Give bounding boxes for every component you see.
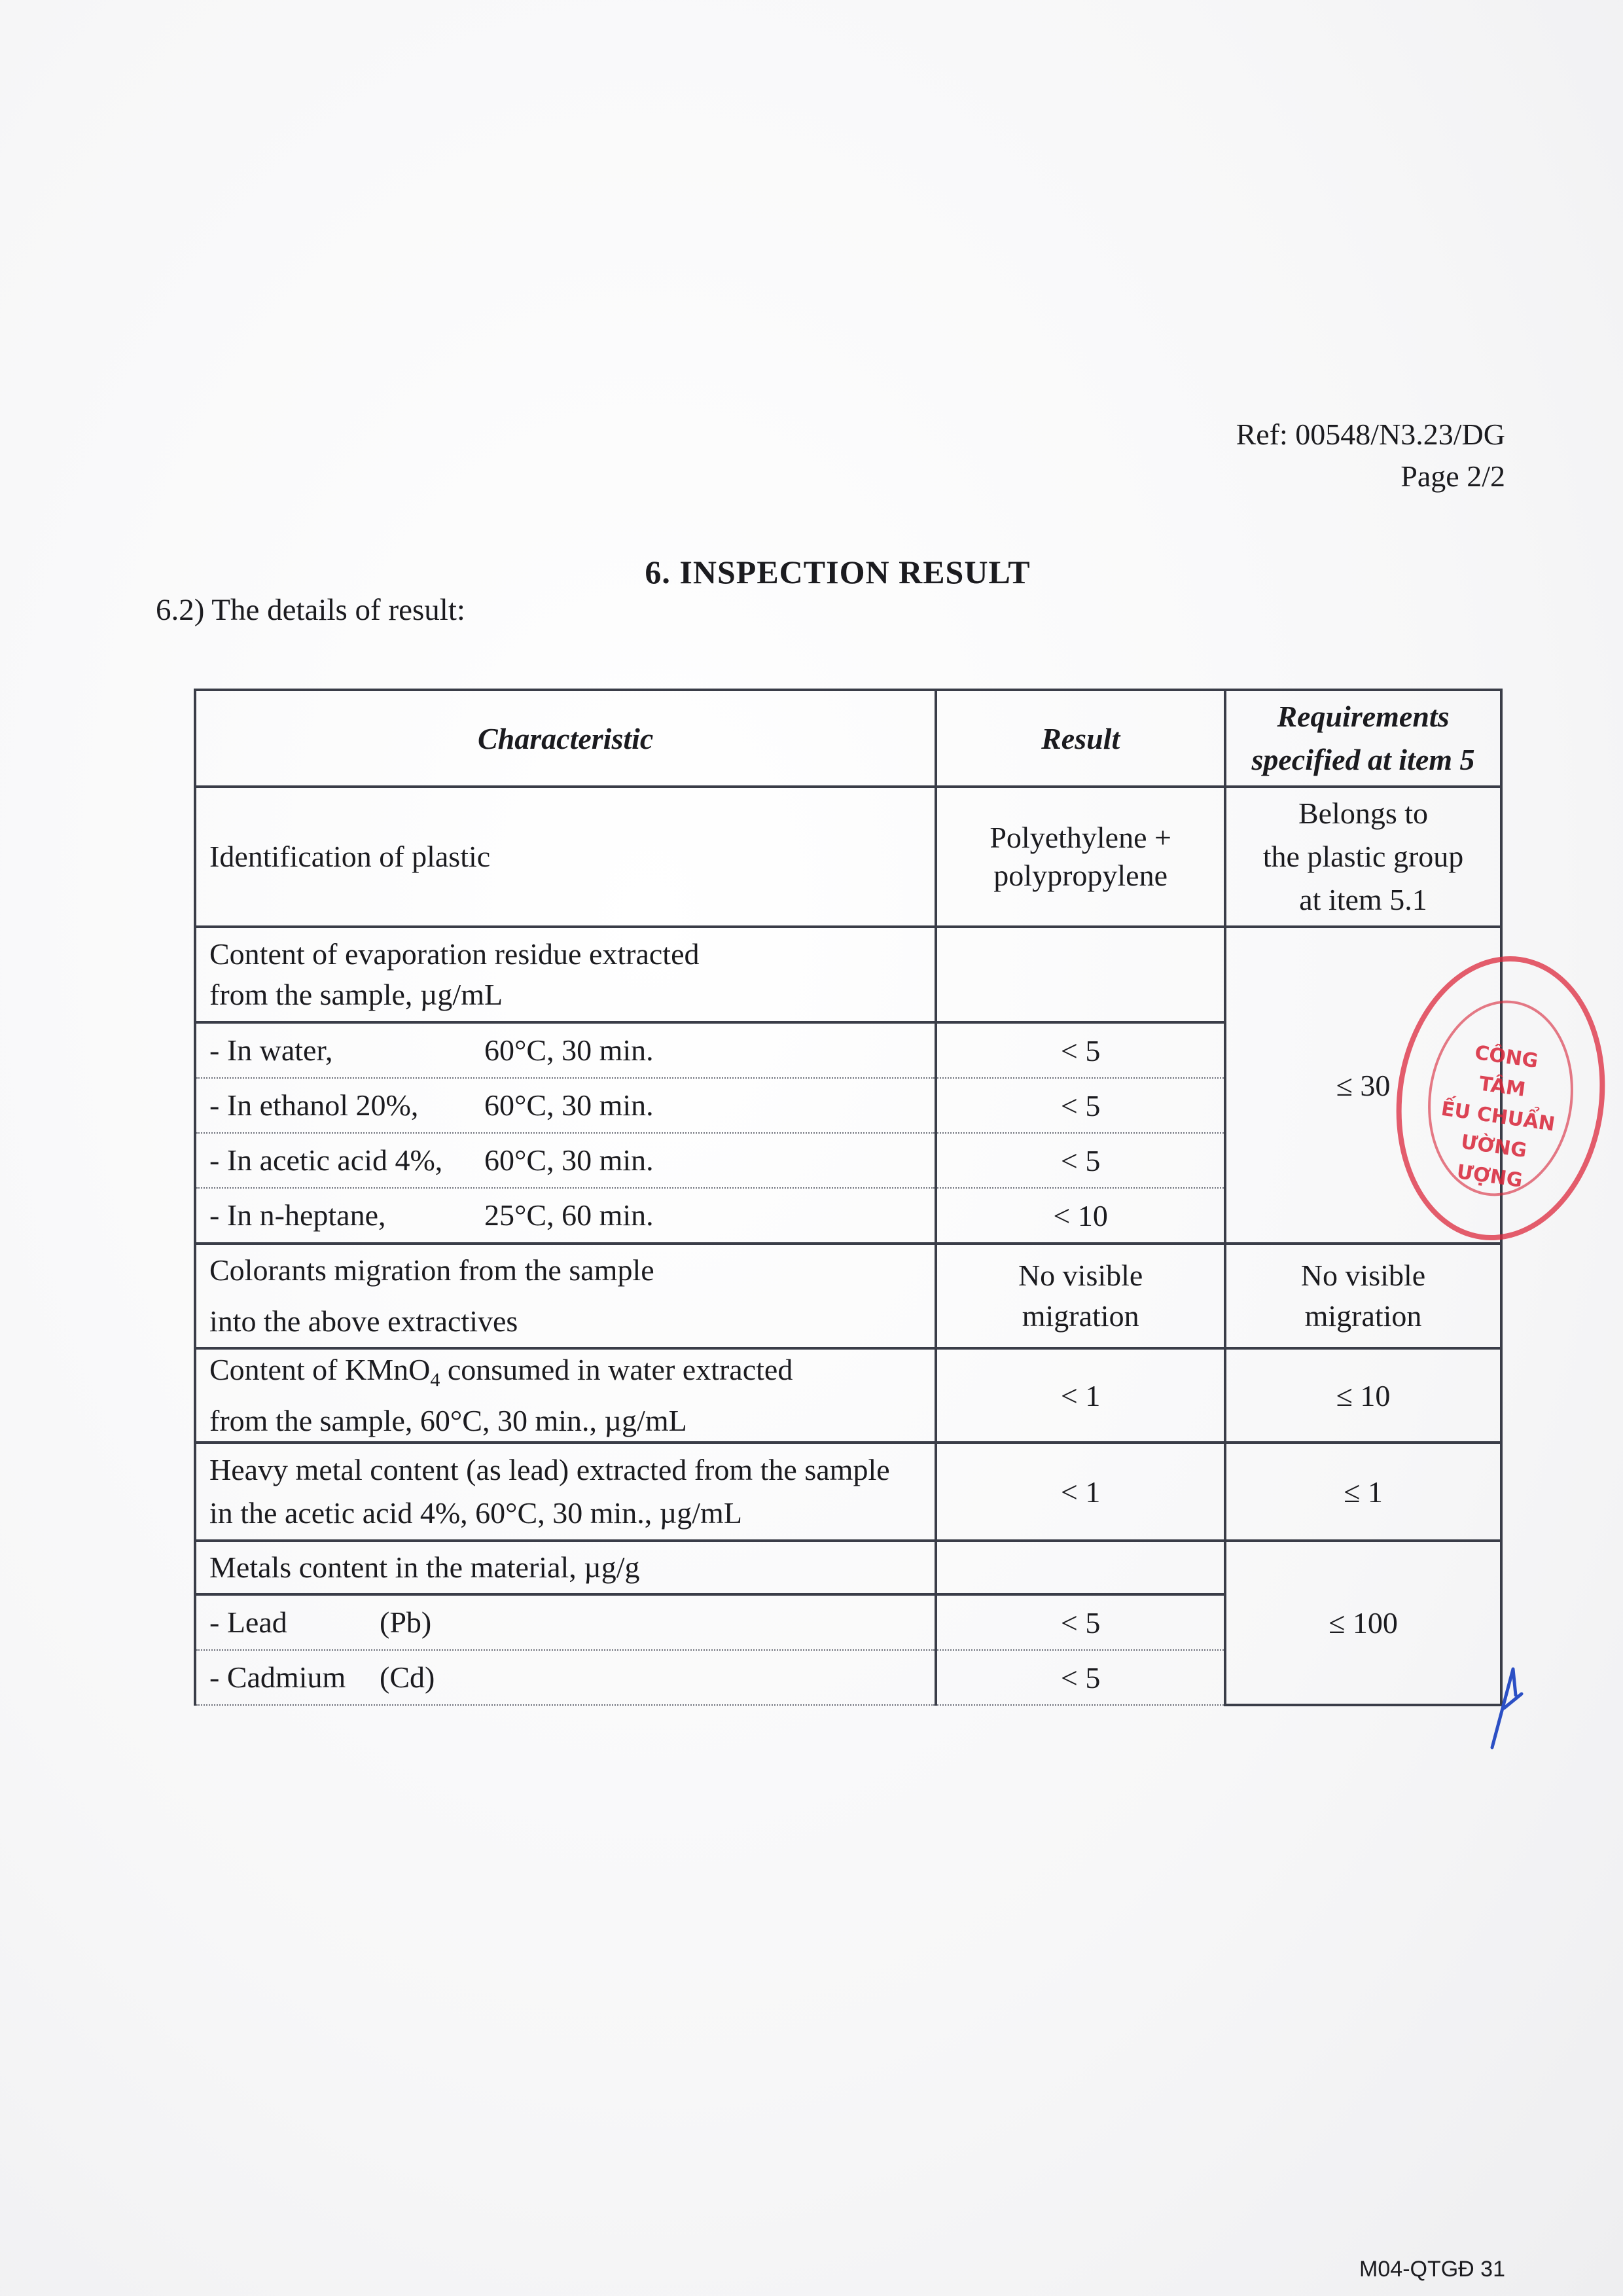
- evaporation-label: [195, 927, 936, 1022]
- table-row: [195, 1244, 1501, 1348]
- solvent-label: - In acetic acid 4%,: [209, 1143, 443, 1177]
- header-characteristic: Characteristic: [195, 690, 936, 787]
- stamp-inner-ring: [1416, 991, 1586, 1206]
- metals-lead: [195, 1594, 936, 1650]
- table-row: [195, 1348, 1501, 1443]
- heavy-metal-result: < 1: [936, 1443, 1225, 1541]
- reference-block: [1236, 414, 1505, 497]
- metals-lead-result: < 5: [936, 1594, 1225, 1650]
- metal-name: - Cadmium: [209, 1660, 346, 1695]
- form-code: M04-QTGĐ 31: [1359, 2257, 1505, 2282]
- identification-req-line3: at item 5.1: [1299, 883, 1427, 916]
- condition-label: 25°C, 60 min.: [484, 1198, 654, 1232]
- colorants-result-line2: migration: [1022, 1299, 1139, 1333]
- stamp-line4: ƯỜNG: [1459, 1130, 1529, 1163]
- evaporation-label-line2: from the sample, µg/mL: [209, 978, 503, 1011]
- identification-label: Identification of plastic: [195, 787, 936, 927]
- header-result: Result: [936, 690, 1225, 787]
- evaporation-water-result: < 5: [936, 1022, 1225, 1078]
- metal-name: - Lead: [209, 1605, 287, 1640]
- kmno4-label-line2: from the sample, 60°C, 30 min., µg/mL: [209, 1404, 687, 1438]
- section-subtitle: 6.2) The details of result:: [156, 593, 465, 627]
- kmno4-suffix: consumed in water extracted: [440, 1353, 793, 1386]
- evaporation-label-line1: Content of evaporation residue extracted: [209, 937, 700, 971]
- identification-result-line1: Polyethylene +: [990, 821, 1171, 854]
- evaporation-heptane-result: < 10: [936, 1188, 1225, 1244]
- colorants-label: [195, 1244, 936, 1348]
- colorants-req-line1: No visible: [1300, 1259, 1426, 1292]
- solvent-label: - In water,: [209, 1033, 333, 1067]
- heavy-metal-label: [195, 1443, 936, 1541]
- solvent-label: - In ethanol 20%,: [209, 1088, 419, 1122]
- metals-cadmium-result: < 5: [936, 1650, 1225, 1705]
- evaporation-heptane: [195, 1188, 936, 1244]
- evaporation-ethanol-result: < 5: [936, 1078, 1225, 1133]
- evaporation-acetic-result: < 5: [936, 1133, 1225, 1188]
- condition-label: 60°C, 30 min.: [484, 1143, 654, 1177]
- stamp-line5: ƯỢNG: [1455, 1160, 1524, 1193]
- evaporation-water: [195, 1022, 936, 1078]
- table-header-row: [195, 690, 1501, 787]
- identification-requirement: [1225, 787, 1501, 927]
- identification-req-line2: the plastic group: [1262, 840, 1464, 873]
- condition-label: 60°C, 30 min.: [484, 1033, 654, 1067]
- heavy-metal-requirement: ≤ 1: [1225, 1443, 1501, 1541]
- table-row: [195, 1443, 1501, 1541]
- identification-result: [936, 787, 1225, 927]
- evaporation-requirement: ≤ 30: [1225, 927, 1501, 1244]
- section-title: 6. INSPECTION RESULT: [645, 554, 1031, 590]
- metals-requirement: ≤ 100: [1225, 1541, 1501, 1705]
- metals-label: Metals content in the material, µg/g: [195, 1541, 936, 1594]
- colorants-result: [936, 1244, 1225, 1348]
- colorants-req-line2: migration: [1304, 1299, 1422, 1333]
- kmno4-requirement: ≤ 10: [1225, 1348, 1501, 1443]
- colorants-requirement: [1225, 1244, 1501, 1348]
- identification-req-line1: Belongs to: [1298, 797, 1429, 830]
- evaporation-result-empty: [936, 927, 1225, 1022]
- metals-cadmium: [195, 1650, 936, 1705]
- kmno4-label-line1: [209, 1350, 921, 1401]
- header-requirements-line2: specified at item 5: [1251, 743, 1475, 776]
- header-requirements: [1225, 690, 1501, 787]
- stamp-line3: ẾU CHUẨN: [1439, 1097, 1557, 1136]
- evaporation-acetic: [195, 1133, 936, 1188]
- table-row: [195, 787, 1501, 927]
- identification-result-line2: polypropylene: [993, 859, 1168, 892]
- stamp-line1: CÔNG: [1473, 1041, 1540, 1073]
- heavy-metal-label-line2: in the acetic acid 4%, 60°C, 30 min., µg/mL: [209, 1496, 742, 1530]
- colorants-label-line2: into the above extractives: [209, 1304, 518, 1338]
- kmno4-label: [195, 1348, 936, 1443]
- condition-label: 60°C, 30 min.: [484, 1088, 654, 1122]
- kmno4-subscript: 4: [430, 1369, 440, 1391]
- metal-symbol: (Cd): [380, 1660, 435, 1695]
- page-number: Page 2/2: [1400, 459, 1505, 493]
- header-requirements-line1: Requirements: [1277, 700, 1450, 733]
- table-row: [195, 927, 1501, 1022]
- table-row: [195, 1541, 1501, 1594]
- solvent-label: - In n-heptane,: [209, 1198, 386, 1232]
- heavy-metal-label-line1: Heavy metal content (as lead) extracted from the sample: [209, 1453, 890, 1487]
- colorants-label-line1: Colorants migration from the sample: [209, 1253, 654, 1287]
- reference-number: Ref: 00548/N3.23/DG: [1236, 418, 1505, 451]
- metals-result-empty: [936, 1541, 1225, 1594]
- evaporation-ethanol: [195, 1078, 936, 1133]
- metal-symbol: (Pb): [380, 1605, 432, 1640]
- initial-signature: [1486, 1656, 1525, 1754]
- kmno4-result: < 1: [936, 1348, 1225, 1443]
- kmno4-prefix: Content of KMnO: [209, 1353, 431, 1386]
- colorants-result-line1: No visible: [1018, 1259, 1143, 1292]
- stamp-line2: TÂM: [1477, 1072, 1527, 1102]
- inspection-result-table: [194, 689, 1503, 1706]
